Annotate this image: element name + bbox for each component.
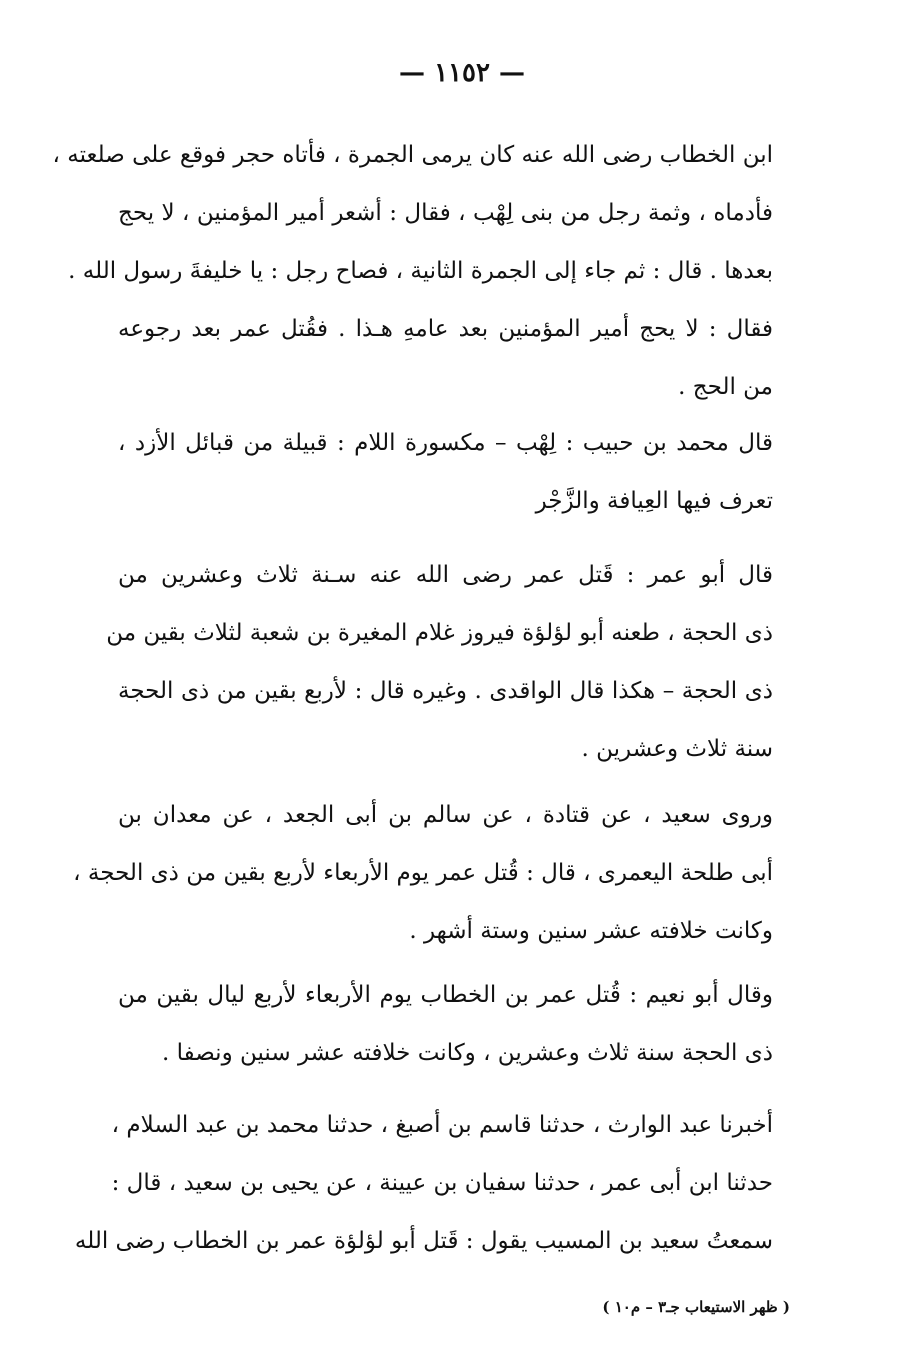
text-line: وروى سعيد ، عن قتادة ، عن سالم بن أبى الجعد ، عن معدان بن [118,802,773,828]
signature-footer: ( ظهر الاستيعاب جـ٣ – م١٠ ) [602,1298,790,1316]
text-line: ذى الحجة ، طعنه أبو لؤلؤة فيروز غلام المغيرة بن شعبة لثلاث بقين من [106,620,773,646]
paragraph-6 [74,1096,773,1270]
text-line: بعدها . قال : ثم جاء إلى الجمرة الثانية ، فصاح رجل : يا خليفةَ رسول الله . [68,258,773,284]
paragraph-2 [118,414,773,530]
text-line: فقال : لا يحج أمير المؤمنين بعد عامهِ هـذا . فقُتل عمر بعد رجوعه [118,316,773,342]
page-number: — ١١٥٢ — [399,58,525,88]
text-line: سنة ثلاث وعشرين . [581,736,773,762]
text-line: قال أبو عمر : قَتل عمر رضى الله عنه سـنة ثلاث وعشرين من [118,562,773,588]
text-line: حدثنا ابن أبى عمر ، حدثنا سفيان بن عيينة ، عن يحيى بن سعيد ، قال : [111,1170,773,1196]
text-line: وكانت خلافته عشر سنين وستة أشهر . [409,918,773,944]
paragraph-5 [118,966,773,1082]
text-line: أخبرنا عبد الوارث ، حدثنا قاسم بن أصبغ ، حدثنا محمد بن عبد السلام ، [111,1112,773,1138]
text-line: سمعتُ سعيد بن المسيب يقول : قَتل أبو لؤلؤة عمر بن الخطاب رضى الله [74,1228,773,1254]
paragraph-4 [73,786,773,960]
text-line: فأدماه ، وثمة رجل من بنى لِهْب ، فقال : أشعر أمير المؤمنين ، لا يحج [118,200,773,226]
text-line: قال محمد بن حبيب : لِهْب – مكسورة اللام : قبيلة من قبائل الأزد ، [118,430,773,456]
paragraph-3 [106,546,773,778]
text-line: من الحج . [678,374,773,400]
text-line: ابن الخطاب رضى الله عنه كان يرمى الجمرة ، فأتاه حجر فوقع على صلعته ، [52,142,773,168]
paragraph-1 [52,126,773,416]
text-line: ذى الحجة – هكذا قال الواقدى . وغيره قال : لأربع بقين من ذى الحجة [118,678,773,704]
text-line: تعرف فيها العِيافة والزَّجْر [535,488,773,514]
text-line: ذى الحجة سنة ثلاث وعشرين ، وكانت خلافته عشر سنين ونصفا . [161,1040,773,1066]
text-line: أبى طلحة اليعمرى ، قال : قُتل عمر يوم الأربعاء لأربع بقين من ذى الحجة ، [73,860,773,886]
text-line: وقال أبو نعيم : قُتل عمر بن الخطاب يوم الأربعاء لأربع ليال بقين من [118,982,773,1008]
